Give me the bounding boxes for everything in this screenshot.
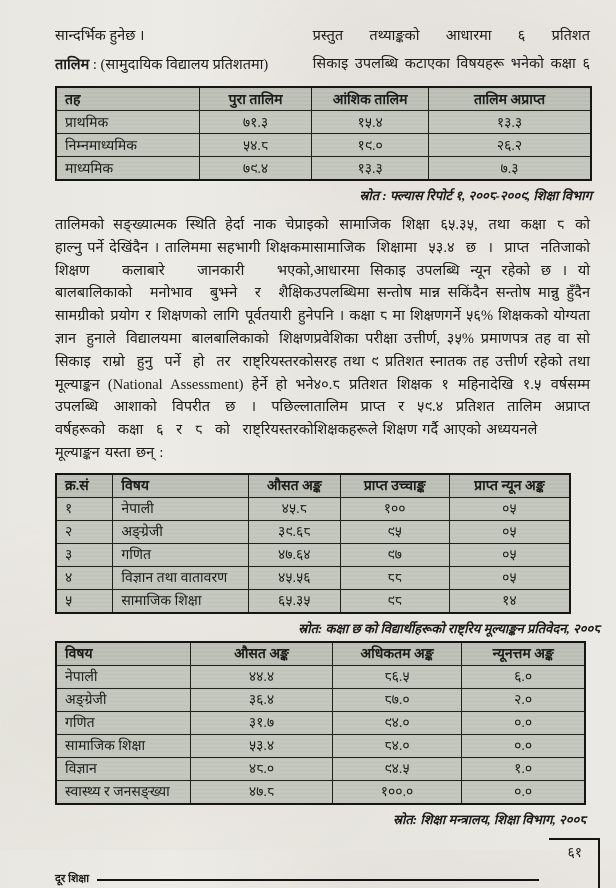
- table-cell: विज्ञान: [56, 757, 191, 780]
- table-row: [56, 589, 570, 613]
- table-cell: गणित: [113, 543, 249, 566]
- table-cell: ९८: [340, 589, 449, 613]
- column-header: प्राप्त न्यून अङ्क: [449, 474, 570, 498]
- table-cell: ८८: [340, 566, 449, 589]
- paragraph-left-column: तालिमको सङ्ख्यात्मक स्थिति हेर्दा नाक चेप्राइ हाल्नु पर्ने देखिंदैन । तालिममा सहभागी शिक्षकमा शिक्षण कलाबारे जानकारी भएको, बालबालिकाको मनोभाव बुझ्ने र शैक्षिक सामग्रीको प्रयोग र शिक्षणको लागि पूर्वतयारी हुने ज्ञान हुनाले विद्यालयमा बालबालिकाको शिक्षण सिकाइ राम्रो हुनु पर्ने हो तर राष्ट्रियस्तरको मूल्याङ्कन (National Assessment) हेर्ने हो भने उपलब्धि आशाको विपरीत छ । पछिल्ला वर्षहरूको कक्षा ६ र ८ को राष्ट्रियस्तरको मूल्याङ्कन यस्ता छन् :: [55, 217, 314, 461]
- table-row: [56, 111, 591, 134]
- left-context-line: सान्दर्भिक हुनेछ ।: [55, 28, 145, 44]
- class8-table-source: स्रोत: शिक्षा मन्त्रालय, शिक्षा विभाग, २००८: [393, 811, 586, 827]
- table-cell: निम्नमाध्यमिक: [56, 134, 199, 157]
- talim-heading-note: : (सामुदायिक विद्यालय प्रतिशतमा): [89, 57, 269, 73]
- table-cell: ९४.५: [332, 757, 462, 780]
- table-cell: विज्ञान तथा वातावरण: [113, 566, 249, 589]
- table-row: [56, 520, 570, 543]
- table-cell: ८७.०: [332, 688, 462, 711]
- top-text-block: [55, 22, 590, 80]
- table-row: [56, 566, 570, 589]
- class8-assessment-table: [55, 641, 586, 805]
- table-row: [56, 665, 585, 688]
- table-cell: ९५: [340, 520, 449, 543]
- table-cell: ९७: [340, 543, 449, 566]
- top-left-column: [55, 22, 313, 80]
- page-footer: [55, 838, 600, 888]
- table-cell: ४७.६४: [248, 543, 340, 566]
- table-cell: २६.२: [429, 134, 591, 157]
- top-right-column: [313, 22, 590, 78]
- column-header: विषय: [113, 474, 249, 498]
- table-cell: ९४.०: [332, 711, 462, 734]
- table-cell: ७१.३: [199, 111, 311, 134]
- table-header-row: [56, 474, 570, 498]
- table-cell: १३.३: [312, 157, 429, 181]
- table-cell: ४७.८: [191, 780, 332, 804]
- training-table-source: स्रोत : फ्ल्यास रिपोर्ट १, २००८-२००९, शिक्षा विभाग: [359, 188, 592, 203]
- table-cell: ३६.४: [191, 688, 332, 711]
- table-cell: ०५: [449, 520, 570, 543]
- table-cell: ४५.८: [248, 497, 340, 520]
- class6-table-source: स्रोत: कक्षा छ को विद्यार्थीहरूको राष्ट्रिय मूल्याङ्कन प्रतिवेदन, २००८: [298, 620, 600, 636]
- table-cell: ५३.४: [191, 734, 332, 757]
- table-cell: नेपाली: [113, 497, 249, 520]
- table-cell: सामाजिक शिक्षा: [113, 589, 249, 613]
- column-header: आंशिक तालिम: [312, 87, 429, 111]
- table-cell: ०५: [449, 543, 570, 566]
- table-cell: १: [56, 497, 113, 520]
- table-cell: १३.३: [429, 111, 591, 134]
- table-header-row: [56, 87, 591, 111]
- training-table: [55, 86, 592, 181]
- table-cell: १.०: [462, 757, 585, 780]
- table-cell: १९.०: [312, 134, 429, 157]
- table-row: [56, 497, 570, 520]
- table-cell: ८४.०: [332, 734, 462, 757]
- table-row: [56, 157, 591, 181]
- right-context-line-1: प्रस्तुत तथ्याङ्कको आधारमा ६ प्रतिशत: [312, 28, 590, 44]
- footer-rule: [97, 878, 539, 881]
- table-cell: ३: [56, 543, 113, 566]
- table-row: [56, 688, 585, 711]
- table-header-row: [56, 642, 585, 666]
- column-header: औसत अङ्क: [248, 474, 340, 498]
- talim-heading-label: तालिम: [55, 57, 90, 73]
- table-cell: ५: [56, 589, 113, 613]
- table-row: [56, 711, 585, 734]
- table-cell: १५.४: [312, 111, 429, 134]
- column-header: तालिम अप्राप्त: [429, 87, 591, 111]
- column-header: विषय: [56, 642, 191, 666]
- table-cell: ५४.८: [199, 134, 311, 157]
- table-row: [56, 780, 585, 804]
- column-header: न्यूनत्तम अङ्क: [462, 642, 585, 666]
- table-cell: ६५.३५: [248, 589, 340, 613]
- table-cell: स्वास्थ्य र जनसङ्ख्या: [56, 780, 191, 804]
- table-row: [56, 543, 570, 566]
- paragraph-right-column: को सामाजिक शिक्षा ६५.३५, तथा कक्षा ८ को सामाजिक शिक्षामा ५३.४ छ । प्राप्त नतिजाको आधारमा सिकाइ उपलब्धि न्यून रहेको छ । यो उपलब्धिमा सन्तोष मान्न सकिंदैन सन्तोष मान्नु हुँदैन पनि । कक्षा ८ मा शिक्षणगर्ने ५६% शिक्षकको योग्यता प्रवेशिका परीक्षा उत्तीर्ण, ३५% प्रमाणपत्र तह वा सो सरह तथा ९ प्रतिशत स्नातक तह उत्तीर्ण रहेको तथा ४०.८ प्रतिशत शिक्षक १ महिनादेखि १.५ वर्षसम्म तालिम प्राप्त र ५९.४ प्रतिशत तालिम अप्राप्त शिक्षकहरूले शिक्षण गर्दै आएको अध्ययनले: [313, 217, 590, 439]
- journal-title: दूर शिक्षा: [55, 872, 90, 885]
- column-header: अधिकतम अङ्क: [332, 642, 462, 666]
- table-cell: अङ्ग्रेजी: [56, 688, 191, 711]
- table-cell: अङ्ग्रेजी: [113, 520, 249, 543]
- table-cell: गणित: [56, 711, 191, 734]
- column-header: प्राप्त उच्चाङ्क: [340, 474, 449, 498]
- right-context-line-2: सिकाइ उपलब्धि कटाएका विषयहरू भनेको कक्षा ६: [312, 56, 590, 72]
- table-cell: ०.०: [462, 711, 585, 734]
- column-header: क्र.सं: [56, 474, 113, 498]
- table-cell: ४४.४: [191, 665, 332, 688]
- table-cell: ३१.७: [191, 711, 332, 734]
- table-cell: प्राथमिक: [56, 111, 199, 134]
- table-cell: ४५.५६: [248, 566, 340, 589]
- table-cell: ३९.६८: [248, 520, 340, 543]
- table-cell: १४: [449, 589, 570, 613]
- table-cell: २.०: [462, 688, 585, 711]
- table-cell: ६.०: [462, 665, 585, 688]
- table-cell: ४: [56, 566, 113, 589]
- table-cell: सामाजिक शिक्षा: [56, 734, 191, 757]
- table-cell: ०५: [449, 566, 570, 589]
- page-number: ६१: [549, 838, 600, 888]
- table-cell: २: [56, 520, 113, 543]
- table-cell: ४८.०: [191, 757, 332, 780]
- table-cell: ७.३: [429, 157, 591, 181]
- column-header: औसत अङ्क: [191, 642, 332, 666]
- table-cell: १००.०: [332, 780, 462, 804]
- table-cell: ८६.५: [332, 665, 462, 688]
- table-row: [56, 757, 585, 780]
- table-cell: माध्यमिक: [56, 157, 199, 181]
- table-cell: ०५: [449, 497, 570, 520]
- table-cell: नेपाली: [56, 665, 191, 688]
- column-header: पुरा तालिम: [199, 87, 311, 111]
- table-cell: ७९.४: [199, 157, 311, 181]
- table-cell: ०.०: [462, 780, 585, 804]
- section-heading-talim: [55, 51, 313, 80]
- table-row: [56, 134, 591, 157]
- body-paragraphs: [55, 214, 590, 465]
- class6-assessment-table: [55, 473, 571, 614]
- table-row: [56, 734, 585, 757]
- table-cell: १००: [340, 497, 449, 520]
- column-header: तह: [56, 87, 199, 111]
- table-cell: ०.०: [462, 734, 585, 757]
